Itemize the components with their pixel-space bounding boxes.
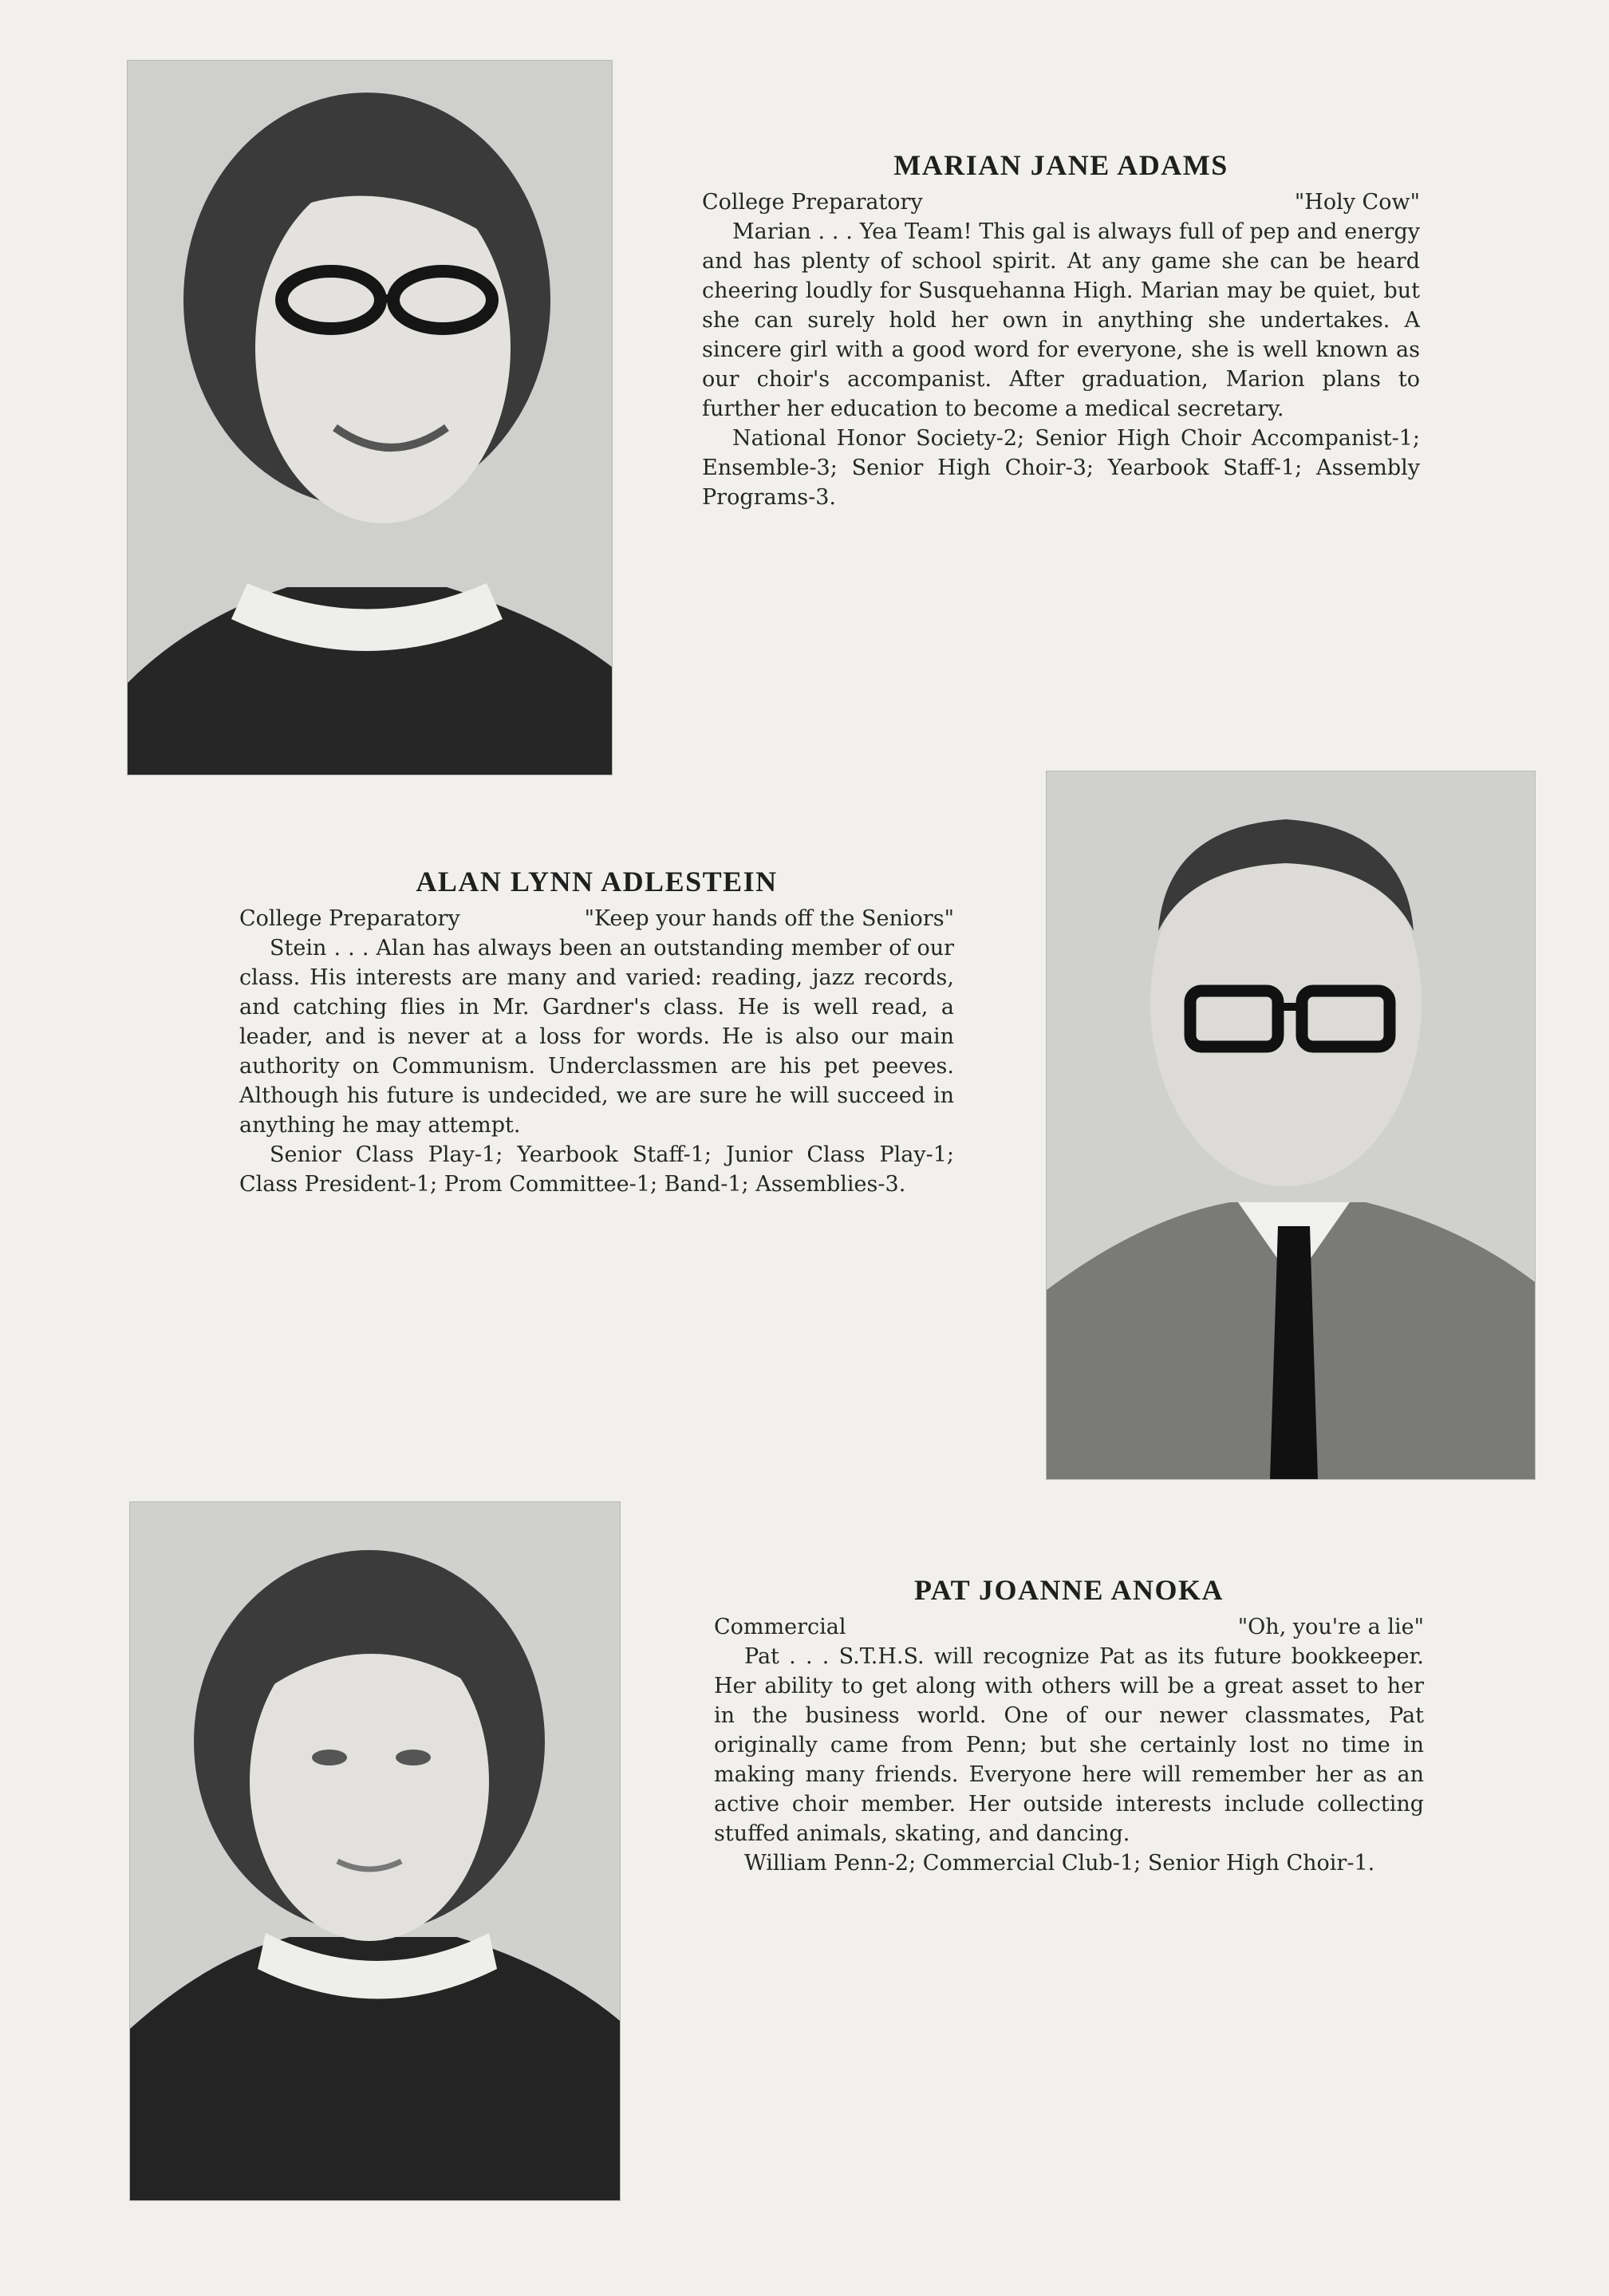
student-course: College Preparatory	[239, 906, 460, 931]
student-entry-anoka	[714, 1573, 1424, 1878]
student-bio: Stein . . . Alan has always been an outstanding member of our class. His interests are many and varied: reading, jazz records, and catching flies in Mr. Gardner's class. He is well read, a leader, and is never at a loss for words. He is also our main authority on Communism. Underclassmen are his pet peeves. Although his future is undecided, we are sure he will succeed in anything he may attempt.	[239, 936, 954, 1138]
portrait-photo-adams	[128, 61, 612, 775]
student-entry-adams	[702, 148, 1420, 512]
student-bio: Pat . . . S.T.H.S. will recognize Pat as its future bookkeeper. Her ability to get along with others will be a great asset to her in the business world. One of our newer classmates, Pat originally came from Penn; but she certainly lost no time in making many friends. Everyone here will remember her as an active choir member. Her outside interests include collecting stuffed animals, skating, and dancing.	[714, 1644, 1424, 1846]
portrait-photo-adlestein	[1047, 771, 1535, 1479]
student-quote: "Holy Cow"	[1294, 190, 1420, 215]
student-name: MARIAN JANE ADAMS	[893, 149, 1228, 181]
portrait-photo-anoka	[130, 1502, 620, 2200]
student-quote: "Oh, you're a lie"	[1237, 1615, 1424, 1639]
student-bio: Marian . . . Yea Team! This gal is always full of pep and energy and has plenty of school spirit. At any game she can be heard cheering loudly for Susquehanna High. Marian may be quiet, but she can surely hold her own in anything she undertakes. A sincere girl with a good word for everyone, she is well known as our choir's accompanist. After graduation, Marion plans to further her education to become a medical secretary.	[702, 219, 1420, 421]
student-entry-adlestein	[239, 865, 954, 1199]
student-name: PAT JOANNE ANOKA	[913, 1574, 1224, 1606]
student-course: College Preparatory	[702, 190, 923, 215]
student-meta	[714, 1613, 1424, 1642]
student-course: Commercial	[714, 1615, 846, 1639]
student-activities: National Honor Society-2; Senior High Choir Accompanist-1; Ensemble-3; Senior High Choir-3; Yearbook Staff-1; Assembly Programs-3.	[702, 426, 1420, 510]
student-meta	[702, 188, 1420, 217]
student-quote: "Keep your hands off the Seniors"	[584, 906, 954, 931]
student-meta	[239, 905, 954, 933]
student-name: ALAN LYNN ADLESTEIN	[416, 866, 778, 897]
student-activities: William Penn-2; Commercial Club-1; Senior High Choir-1.	[744, 1851, 1375, 1876]
student-activities: Senior Class Play-1; Yearbook Staff-1; Junior Class Play-1; Class President-1; Prom Committee-1; Band-1; Assemblies-3.	[239, 1142, 954, 1197]
